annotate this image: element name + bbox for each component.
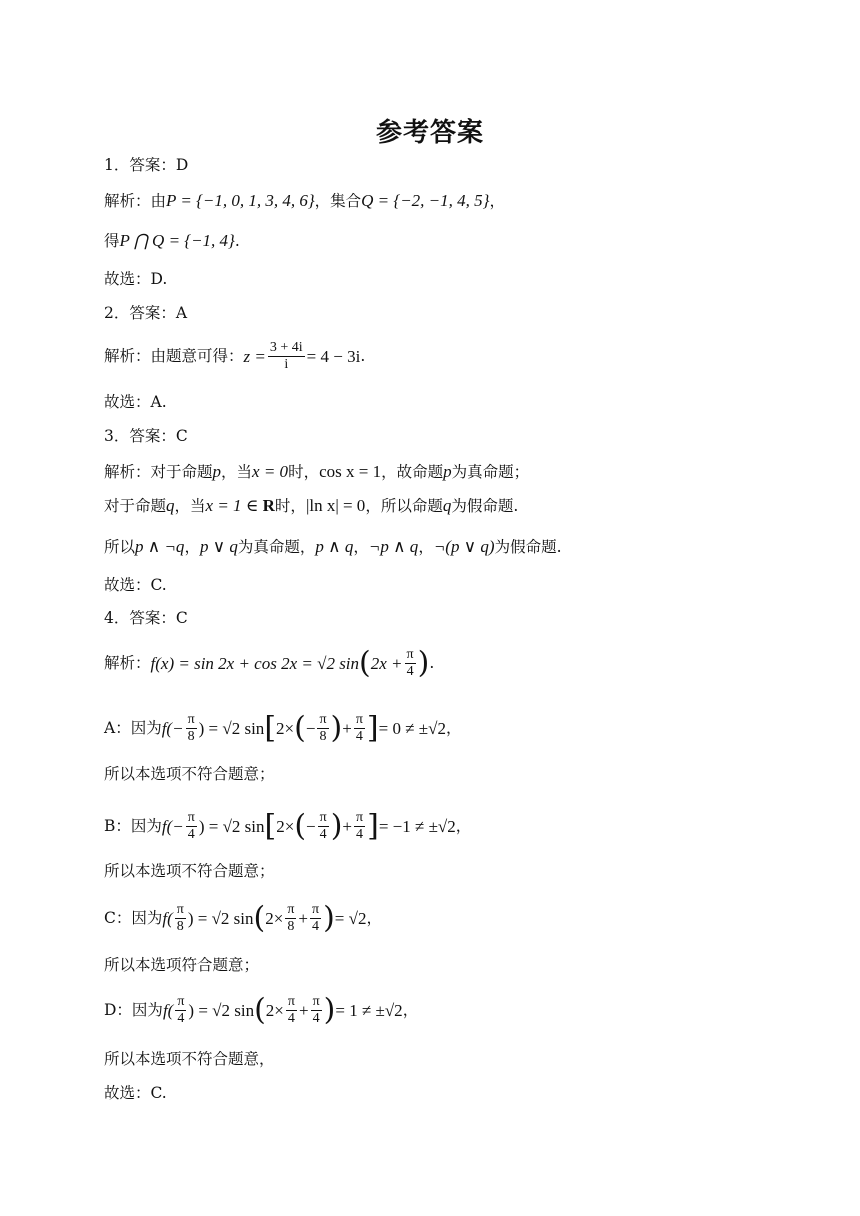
opt-b-frac2 bbox=[354, 810, 365, 843]
opt-a-plus: + bbox=[342, 719, 352, 739]
q3-l1-cos: cos x = 1 bbox=[319, 462, 382, 481]
opt-b-plus: + bbox=[342, 817, 353, 837]
q3-l1-p: p bbox=[212, 462, 222, 481]
q3-l1-c: 时， bbox=[288, 463, 320, 481]
opt-d-label: D：因为 bbox=[104, 1000, 163, 1019]
q3-l3-e1: p ∧ ¬q bbox=[135, 537, 185, 556]
opt-b-end: ， bbox=[455, 816, 472, 835]
opt-a-frac1-den: 8 bbox=[319, 729, 327, 745]
opt-a-result: = 0 ≠ ±√2 bbox=[378, 719, 446, 739]
opt-b-neg: − bbox=[306, 817, 316, 837]
opt-d-frac1-den: 4 bbox=[287, 1011, 295, 1027]
opt-d-lparen: ( bbox=[254, 992, 266, 1028]
q4-option-d-note: 所以本选项不符合题意， bbox=[104, 1050, 275, 1068]
q4-option-b-note: 所以本选项不符合题意； bbox=[104, 862, 275, 880]
q3-l3-sep1: ， bbox=[184, 538, 200, 556]
q1-analysis bbox=[104, 192, 505, 210]
q4-answer: 4．答案：C bbox=[104, 609, 188, 627]
q3-l3-c: 为假命题. bbox=[494, 538, 562, 556]
q3-l3-sep3: ， bbox=[418, 538, 434, 556]
opt-c-end: ， bbox=[366, 908, 382, 927]
q2-analysis bbox=[104, 340, 365, 373]
q3-l3-sep2: ， bbox=[353, 538, 369, 556]
q3-l3-b: 为真命题， bbox=[237, 538, 316, 556]
opt-d-arg-den: 4 bbox=[177, 1011, 185, 1027]
q3-l2-b: ，当 bbox=[174, 497, 206, 515]
opt-a-fpost: ) = √2 sin bbox=[198, 719, 265, 739]
opt-d-fpre: f( bbox=[162, 1001, 174, 1021]
q4-fx: f(x) = sin 2x + cos 2x = √2 sin bbox=[150, 654, 360, 674]
q1-choice: 故选：D. bbox=[104, 270, 168, 288]
q3-l2-q2: q bbox=[442, 496, 452, 515]
q4-period: . bbox=[429, 653, 435, 672]
q4-lparen: ( bbox=[359, 645, 371, 681]
opt-a-frac2-den: 4 bbox=[355, 729, 363, 745]
q4-option-a-note: 所以本选项不符合题意； bbox=[104, 765, 275, 783]
q4-inner: 2x + bbox=[370, 654, 403, 674]
opt-a-frac1 bbox=[317, 712, 328, 745]
q1-result-prefix: 得 bbox=[104, 232, 120, 250]
opt-b-fpre: f(− bbox=[161, 817, 184, 837]
q3-l2-c: 时， bbox=[274, 497, 306, 515]
opt-a-arg bbox=[186, 712, 197, 745]
opt-a-inner1: 2× bbox=[276, 719, 295, 739]
q3-l3-e5: ¬(p ∨ q) bbox=[433, 537, 495, 556]
opt-a-neg: − bbox=[305, 719, 316, 739]
opt-c-rparen: ) bbox=[323, 900, 335, 936]
q4-analysis-prefix: 解析： bbox=[104, 653, 151, 672]
q1-mid-text: ，集合 bbox=[314, 192, 362, 210]
q3-choice: 故选：C. bbox=[104, 576, 167, 594]
q3-l2-ln: |ln x| = 0 bbox=[305, 496, 366, 515]
q4-option-b bbox=[104, 810, 471, 843]
opt-d-end: ， bbox=[402, 1000, 419, 1019]
opt-a-rbracket: ] bbox=[366, 710, 379, 746]
opt-a-rparen: ) bbox=[330, 710, 343, 746]
opt-b-rbracket: ] bbox=[367, 808, 379, 844]
q3-line1 bbox=[104, 463, 529, 481]
q2-equals: = 4 − 3i bbox=[306, 347, 361, 367]
q2-numerator: 3 + 4i bbox=[268, 340, 305, 357]
opt-d-fpost: ) = √2 sin bbox=[188, 1001, 255, 1021]
opt-b-lbracket: [ bbox=[264, 808, 277, 844]
opt-b-frac2-den: 4 bbox=[356, 827, 364, 843]
opt-b-result: = −1 ≠ ±√2 bbox=[378, 817, 456, 837]
opt-d-rparen: ) bbox=[323, 992, 336, 1028]
opt-a-end: ， bbox=[445, 718, 462, 737]
opt-a-lparen: ( bbox=[294, 710, 306, 746]
opt-c-fpre: f( bbox=[162, 909, 173, 929]
q4-rparen: ) bbox=[417, 645, 430, 681]
page-title: 参考答案 bbox=[375, 118, 484, 148]
q3-l3-e4: ¬p ∧ q bbox=[368, 537, 419, 556]
q2-fraction bbox=[268, 340, 305, 373]
opt-c-frac1 bbox=[285, 902, 296, 935]
opt-a-frac2-num: π bbox=[354, 712, 365, 729]
q4-four: 4 bbox=[406, 664, 414, 680]
q3-l2-R: R bbox=[262, 496, 275, 515]
q3-l2-e: 为假命题. bbox=[451, 497, 519, 515]
opt-a-fpre: f(− bbox=[161, 719, 184, 739]
q4-pi-over-4 bbox=[405, 647, 416, 680]
opt-d-frac2 bbox=[311, 994, 322, 1027]
q1-intersection: P ⋂ Q = {−1, 4} bbox=[119, 231, 235, 250]
opt-d-inner1: 2× bbox=[265, 1001, 284, 1021]
q1-analysis-prefix: 解析：由 bbox=[104, 192, 167, 210]
opt-d-arg bbox=[175, 994, 186, 1027]
q1-set-q: Q = {−2, −1, 4, 5} bbox=[361, 191, 490, 210]
opt-b-lparen: ( bbox=[294, 808, 307, 844]
opt-a-arg-den: 8 bbox=[187, 729, 195, 745]
q4-pi: π bbox=[405, 647, 416, 664]
q2-period: . bbox=[360, 346, 366, 365]
opt-d-frac1-num: π bbox=[286, 994, 297, 1011]
opt-c-fpost: ) = √2 sin bbox=[187, 909, 254, 929]
opt-d-frac1 bbox=[286, 994, 297, 1027]
opt-b-arg bbox=[186, 810, 197, 843]
q4-option-c-note: 所以本选项符合题意； bbox=[104, 956, 260, 974]
opt-b-frac1 bbox=[318, 810, 329, 843]
opt-a-arg-num: π bbox=[186, 712, 197, 729]
opt-c-frac1-den: 8 bbox=[287, 919, 295, 935]
opt-b-label: B：因为 bbox=[104, 816, 162, 835]
opt-c-result: = √2 bbox=[334, 909, 367, 929]
opt-c-plus: + bbox=[298, 909, 308, 929]
q3-answer: 3．答案：C bbox=[104, 427, 188, 445]
opt-b-arg-num: π bbox=[186, 810, 197, 827]
q2-analysis-prefix: 解析：由题意可得： bbox=[104, 346, 244, 365]
q4-option-d bbox=[104, 994, 418, 1027]
opt-a-frac2 bbox=[354, 712, 365, 745]
opt-c-arg bbox=[175, 902, 186, 935]
q1-comma: ， bbox=[489, 192, 505, 210]
q3-l2-d: ，所以命题 bbox=[365, 497, 443, 515]
opt-a-label: A：因为 bbox=[104, 718, 162, 737]
q4-option-c bbox=[104, 902, 382, 935]
opt-d-plus: + bbox=[298, 1001, 309, 1021]
q2-answer: 2．答案：A bbox=[104, 304, 188, 322]
opt-b-fpost: ) = √2 sin bbox=[198, 817, 265, 837]
opt-c-label: C：因为 bbox=[104, 908, 163, 927]
q4-choice: 故选：C. bbox=[104, 1084, 167, 1102]
q3-l2-cond: x = 1 ∈ bbox=[205, 496, 263, 515]
q3-l1-b: ，当 bbox=[221, 463, 253, 481]
opt-c-frac2 bbox=[310, 902, 321, 935]
q3-l1-e: 为真命题； bbox=[451, 463, 530, 481]
q3-l1-cond: x = 0 bbox=[252, 462, 289, 481]
q3-l2-a: 对于命题 bbox=[104, 497, 167, 515]
opt-c-frac2-den: 4 bbox=[312, 919, 320, 935]
q2-z: z = bbox=[243, 347, 266, 367]
opt-c-arg-den: 8 bbox=[176, 919, 184, 935]
opt-c-frac2-num: π bbox=[310, 902, 321, 919]
q3-l1-p2: p bbox=[443, 462, 452, 481]
opt-b-frac1-den: 4 bbox=[319, 827, 327, 843]
q2-choice: 故选：A. bbox=[104, 393, 167, 411]
q4-analysis bbox=[104, 647, 434, 680]
q3-l2-q: q bbox=[166, 496, 175, 515]
opt-d-frac2-den: 4 bbox=[312, 1011, 320, 1027]
opt-d-arg-num: π bbox=[175, 994, 186, 1011]
opt-c-frac1-num: π bbox=[285, 902, 296, 919]
opt-b-inner1: 2× bbox=[276, 817, 295, 837]
opt-a-frac1-num: π bbox=[317, 712, 328, 729]
opt-c-lparen: ( bbox=[253, 900, 266, 936]
q1-answer: 1．答案：D bbox=[104, 156, 189, 174]
opt-c-inner1: 2× bbox=[265, 909, 284, 929]
q3-l1-a: 解析：对于命题 bbox=[104, 463, 213, 481]
opt-b-frac2-num: π bbox=[354, 810, 365, 827]
opt-d-frac2-num: π bbox=[311, 994, 322, 1011]
q1-set-p: P = {−1, 0, 1, 3, 4, 6} bbox=[166, 191, 315, 210]
opt-b-frac1-num: π bbox=[318, 810, 329, 827]
opt-d-result: = 1 ≠ ±√2 bbox=[335, 1001, 403, 1021]
q1-period: . bbox=[234, 232, 240, 250]
opt-b-arg-den: 4 bbox=[187, 827, 195, 843]
q3-l3-e3: p ∧ q bbox=[315, 537, 354, 556]
q4-option-a bbox=[104, 712, 461, 745]
q1-result bbox=[104, 232, 240, 250]
q3-line2 bbox=[104, 497, 518, 515]
opt-c-arg-num: π bbox=[175, 902, 186, 919]
opt-a-lbracket: [ bbox=[264, 710, 277, 746]
q2-denominator: i bbox=[284, 357, 289, 373]
opt-b-rparen: ) bbox=[330, 808, 343, 844]
q3-l1-d: ，故命题 bbox=[381, 463, 444, 481]
q3-l3-e2: p ∨ q bbox=[199, 537, 238, 556]
q3-l3-a: 所以 bbox=[104, 538, 136, 556]
q3-line3 bbox=[104, 538, 562, 556]
